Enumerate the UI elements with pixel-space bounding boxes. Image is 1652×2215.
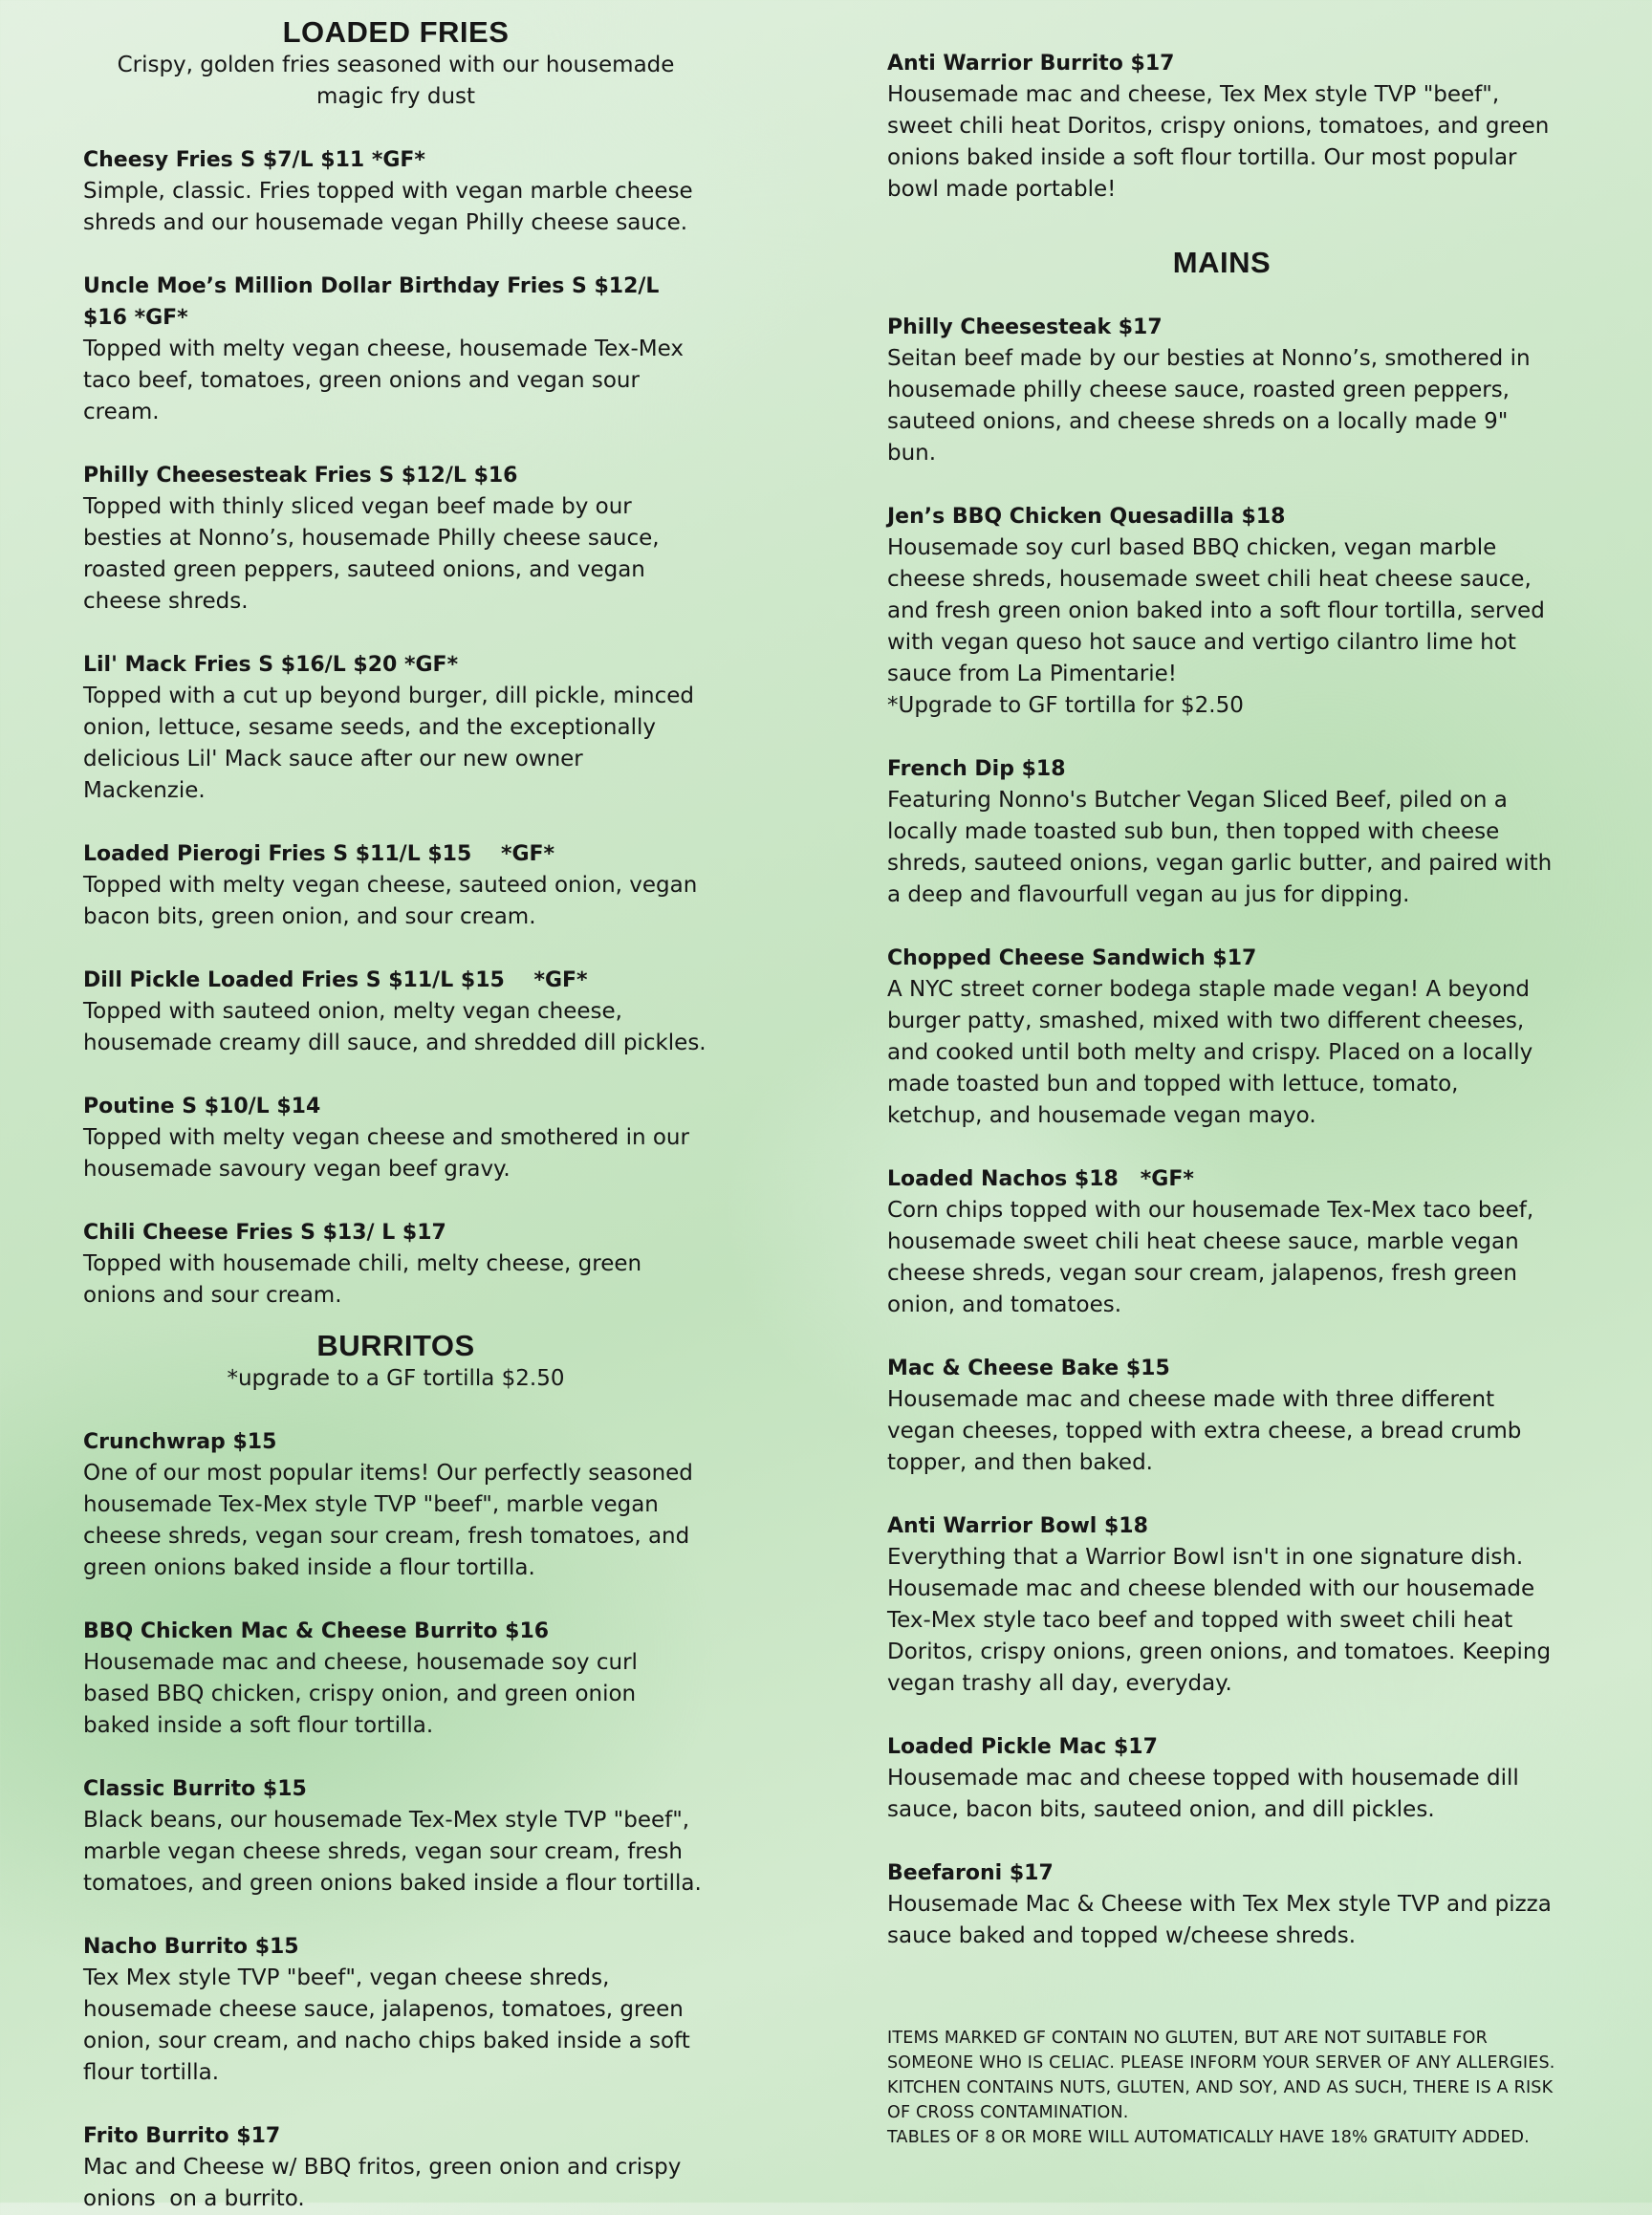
- menu-item-pierogi-fries: [83, 838, 708, 933]
- item-description: Topped with melty vegan cheese, housemade Tex-Mex taco beef, tomatoes, green onions and vegan sour cream.: [83, 337, 685, 424]
- section-title-burritos: BURRITOS: [316, 1329, 475, 1362]
- item-description: Tex Mex style TVP "beef", vegan cheese shreds, housemade cheese sauce, jalapenos, tomatoes, green onion, sour cream, and nacho chips baked inside a soft flour tortilla.: [83, 1965, 690, 2085]
- item-description: Everything that a Warrior Bowl isn't in one signature dish. Housemade mac and cheese blended with our housemade Tex-Mex style taco beef and topped with sweet chili heat Doritos, crispy onions, green onions, and tomatoes. Keeping vegan trashy all day, everyday.: [887, 1545, 1552, 1696]
- menu-item-beefaroni: [887, 1857, 1556, 1952]
- menu-item-loaded-pickle-mac: [887, 1731, 1556, 1826]
- item-description: Topped with melty vegan cheese, sauteed onion, vegan bacon bits, green onion, and sour cream.: [83, 873, 698, 929]
- item-title: Loaded Pickle Mac $17: [887, 1735, 1158, 1759]
- section-title-mains: MAINS: [1172, 246, 1272, 279]
- item-title: Anti Warrior Burrito $17: [887, 52, 1175, 76]
- menu-item-anti-warrior-burrito: [887, 48, 1556, 206]
- menu-item-anti-warrior-bowl: [887, 1510, 1556, 1700]
- menu-item-loaded-nachos: [887, 1163, 1556, 1321]
- item-description: Black beans, our housemade Tex-Mex style TVP "beef", marble vegan cheese shreds, vegan sour cream, fresh tomatoes, and green onions baked inside a flour tortilla.: [83, 1808, 702, 1896]
- item-title: BBQ Chicken Mac & Cheese Burrito $16: [83, 1619, 550, 1643]
- menu-item-dill-pickle-fries: [83, 965, 708, 1059]
- item-title: Philly Cheesesteak $17: [887, 315, 1163, 339]
- item-description: Housemade Mac & Cheese with Tex Mex style TVP and pizza sauce baked and topped w/cheese shreds.: [887, 1892, 1552, 1948]
- menu-item-crunchwrap: [83, 1426, 708, 1584]
- item-description: Corn chips topped with our housemade Tex-Mex taco beef, housemade sweet chili heat cheese sauce, marble vegan cheese shreds, vegan sour cream, jalapenos, fresh green onion, and tomatoes.: [887, 1198, 1534, 1317]
- menu-item-nacho-burrito: [83, 1931, 708, 2089]
- menu-item-birthday-fries: [83, 271, 708, 428]
- item-description: One of our most popular items! Our perfectly seasoned housemade Tex-Mex style TVP "beef", marble vegan cheese shreds, vegan sour cream, fresh tomatoes, and green onions baked inside a flour tortilla.: [83, 1461, 693, 1580]
- item-title: Jen’s BBQ Chicken Quesadilla $18: [887, 505, 1286, 529]
- menu-item-poutine: [83, 1091, 708, 1185]
- item-description: Topped with sauteed onion, melty vegan cheese, housemade creamy dill sauce, and shredded dill pickles.: [83, 999, 706, 1055]
- item-title: Loaded Pierogi Fries S $11/L $15 *GF*: [83, 842, 555, 866]
- item-title: Poutine S $10/L $14: [83, 1095, 321, 1118]
- menu-item-cheesy-fries: [83, 144, 708, 239]
- section-title-loaded-fries: LOADED FRIES: [282, 15, 510, 49]
- item-description: Housemade mac and cheese, Tex Mex style TVP "beef", sweet chili heat Doritos, crispy onions, tomatoes, and green onions baked inside a soft flour tortilla. Our most popular bowl made portable!: [887, 82, 1550, 202]
- item-description: Simple, classic. Fries topped with vegan marble cheese shreds and our housemade vegan Philly cheese sauce.: [83, 179, 693, 235]
- item-title: Chopped Cheese Sandwich $17: [887, 946, 1257, 970]
- item-title: Nacho Burrito $15: [83, 1935, 299, 1959]
- item-title: Mac & Cheese Bake $15: [887, 1357, 1170, 1380]
- right-column: [887, 0, 1556, 1952]
- menu-item-bbq-quesadilla: [887, 501, 1556, 722]
- disclaimer-gratuity: TABLES OF 8 OR MORE WILL AUTOMATICALLY HAVE 18% GRATUITY ADDED.: [887, 2128, 1530, 2147]
- section-subtitle-burritos: *upgrade to a GF tortilla $2.50: [227, 1366, 565, 1391]
- left-column: [83, 0, 708, 2215]
- menu-item-chili-cheese-fries: [83, 1217, 708, 1312]
- menu-item-mac-cheese-bake: [887, 1353, 1556, 1479]
- item-description: A NYC street corner bodega staple made vegan! A beyond burger patty, smashed, mixed with two different cheeses, and cooked until both melty and crispy. Placed on a locally made toasted bun and topped with lettuce, tomato, ketchup, and housemade vegan mayo.: [887, 977, 1533, 1128]
- menu-item-philly-fries: [83, 460, 708, 618]
- disclaimer: [887, 2026, 1556, 2150]
- item-note: *Upgrade to GF tortilla for $2.50: [887, 693, 1244, 718]
- item-title: Uncle Moe’s Million Dollar Birthday Fries S $12/L $16 *GF*: [83, 274, 660, 330]
- menu-item-classic-burrito: [83, 1773, 708, 1900]
- item-description: Mac and Cheese w/ BBQ fritos, green onion and crispy onions on a burrito.: [83, 2155, 688, 2211]
- menu-item-lil-mack-fries: [83, 649, 708, 807]
- item-title: Chili Cheese Fries S $13/ L $17: [83, 1221, 446, 1245]
- item-title: Philly Cheesesteak Fries S $12/L $16: [83, 464, 518, 488]
- item-title: French Dip $18: [887, 757, 1066, 781]
- item-title: Frito Burrito $17: [83, 2124, 281, 2148]
- menu-item-french-dip: [887, 753, 1556, 911]
- item-title: Anti Warrior Bowl $18: [887, 1514, 1148, 1538]
- item-description: Topped with thinly sliced vegan beef made by our besties at Nonno’s, housemade Philly cheese sauce, roasted green peppers, sauteed onions, and vegan cheese shreds.: [83, 494, 660, 614]
- item-description: Featuring Nonno's Butcher Vegan Sliced Beef, piled on a locally made toasted sub bun, then topped with cheese shreds, sauteed onions, vegan garlic butter, and paired with a deep and flavourfull vegan au jus for dipping.: [887, 788, 1553, 907]
- item-description: Housemade mac and cheese, housemade soy curl based BBQ chicken, crispy onion, and green onion baked inside a soft flour tortilla.: [83, 1650, 638, 1738]
- item-title: Classic Burrito $15: [83, 1777, 307, 1801]
- menu-item-philly-cheesesteak: [887, 312, 1556, 469]
- item-description: Topped with a cut up beyond burger, dill pickle, minced onion, lettuce, sesame seeds, and the exceptionally delicious Lil' Mack sauce after our new owner Mackenzie.: [83, 684, 694, 803]
- item-title: Loaded Nachos $18 *GF*: [887, 1167, 1194, 1191]
- menu-item-frito-burrito: [83, 2120, 708, 2215]
- item-description: Housemade mac and cheese topped with housemade dill sauce, bacon bits, sauteed onion, and dill pickles.: [887, 1766, 1519, 1822]
- item-description: Topped with housemade chili, melty cheese, green onions and sour cream.: [83, 1251, 642, 1308]
- item-title: Beefaroni $17: [887, 1861, 1054, 1885]
- item-title: Lil' Mack Fries S $16/L $20 *GF*: [83, 653, 459, 677]
- menu-item-bbq-mac-burrito: [83, 1616, 708, 1742]
- menu-item-chopped-cheese: [887, 943, 1556, 1132]
- item-description: Seitan beef made by our besties at Nonno’s, smothered in housemade philly cheese sauce, roasted green peppers, sauteed onions, and cheese shreds on a locally made 9" bun.: [887, 346, 1531, 466]
- item-title: Crunchwrap $15: [83, 1430, 277, 1454]
- item-description: Topped with melty vegan cheese and smothered in our housemade savoury vegan beef gravy.: [83, 1125, 689, 1182]
- item-description: Housemade soy curl based BBQ chicken, vegan marble cheese shreds, housemade sweet chili heat cheese sauce, and fresh green onion baked into a soft flour tortilla, served with vegan queso hot sauce and vertigo cilantro lime hot sauce from La Pimentarie!: [887, 535, 1545, 686]
- section-subtitle-loaded-fries: Crispy, golden fries seasoned with our housemade magic fry dust: [117, 53, 675, 109]
- disclaimer-allergy: ITEMS MARKED GF CONTAIN NO GLUTEN, BUT ARE NOT SUITABLE FOR SOMEONE WHO IS CELIAC. PLEASE INFORM YOUR SERVER OF ANY ALLERGIES. KITCHEN CONTAINS NUTS, GLUTEN, AND SOY, AND AS SUCH, THERE IS A RISK OF CROSS CONTAMINATION.: [887, 2029, 1555, 2122]
- item-title: Dill Pickle Loaded Fries S $11/L $15 *GF*: [83, 968, 588, 992]
- item-description: Housemade mac and cheese made with three different vegan cheeses, topped with extra cheese, a bread crumb topper, and then baked.: [887, 1387, 1522, 1475]
- item-title: Cheesy Fries S $7/L $11 *GF*: [83, 148, 425, 172]
